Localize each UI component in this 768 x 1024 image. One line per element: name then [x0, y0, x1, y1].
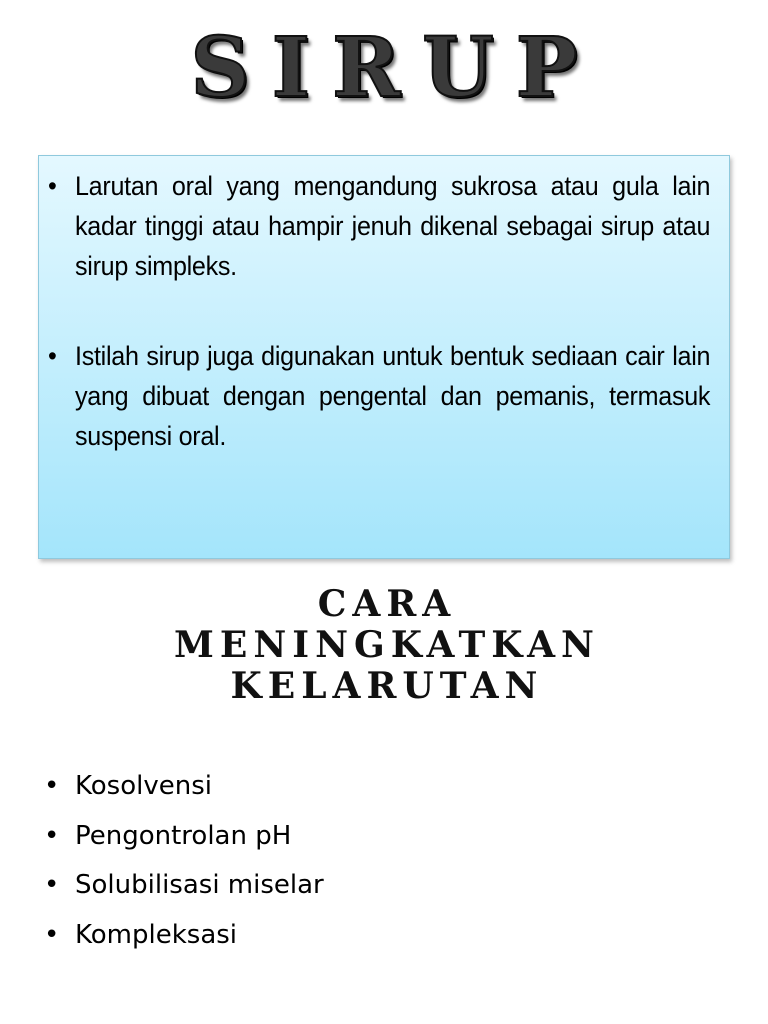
method-label: Kompleksasi — [75, 919, 238, 950]
definition-list — [48, 166, 711, 456]
slide-title: SIRUP — [190, 20, 600, 116]
bullet-icon: • — [48, 171, 57, 201]
method-label: Pengontrolan pH — [75, 820, 292, 851]
bullet-icon: • — [44, 771, 60, 801]
definition-item — [48, 166, 711, 286]
section-heading-line: MENINGKATKAN — [174, 624, 600, 666]
definition-box — [38, 155, 730, 559]
bullet-icon: • — [44, 919, 60, 950]
method-item-pengontrolan-ph — [44, 812, 324, 862]
section-heading-line: KELARUTAN — [230, 665, 544, 707]
definition-text: Larutan oral yang mengandung sukrosa atau gula lain kadar tinggi atau hampir jenuh dikenal sebagai sirup atau sirup simpleks. — [75, 171, 711, 281]
method-list — [44, 762, 324, 960]
bullet-icon: • — [48, 341, 57, 371]
bullet-icon: • — [44, 820, 60, 851]
bullet-icon: • — [44, 870, 60, 900]
method-label: Kosolvensi — [75, 771, 212, 801]
section-heading — [0, 584, 768, 707]
method-label: Solubilisasi miselar — [75, 870, 324, 900]
method-item-kosolvensi — [44, 762, 324, 812]
definition-item — [48, 336, 711, 456]
definition-text: Istilah sirup juga digunakan untuk bentuk sediaan cair lain yang dibuat dengan pengental dan pemanis, termasuk suspensi oral. — [75, 341, 711, 451]
method-item-solubilisasi-miselar — [44, 861, 324, 911]
method-item-kompleksasi — [44, 911, 324, 961]
section-heading-line: CARA — [317, 583, 457, 625]
